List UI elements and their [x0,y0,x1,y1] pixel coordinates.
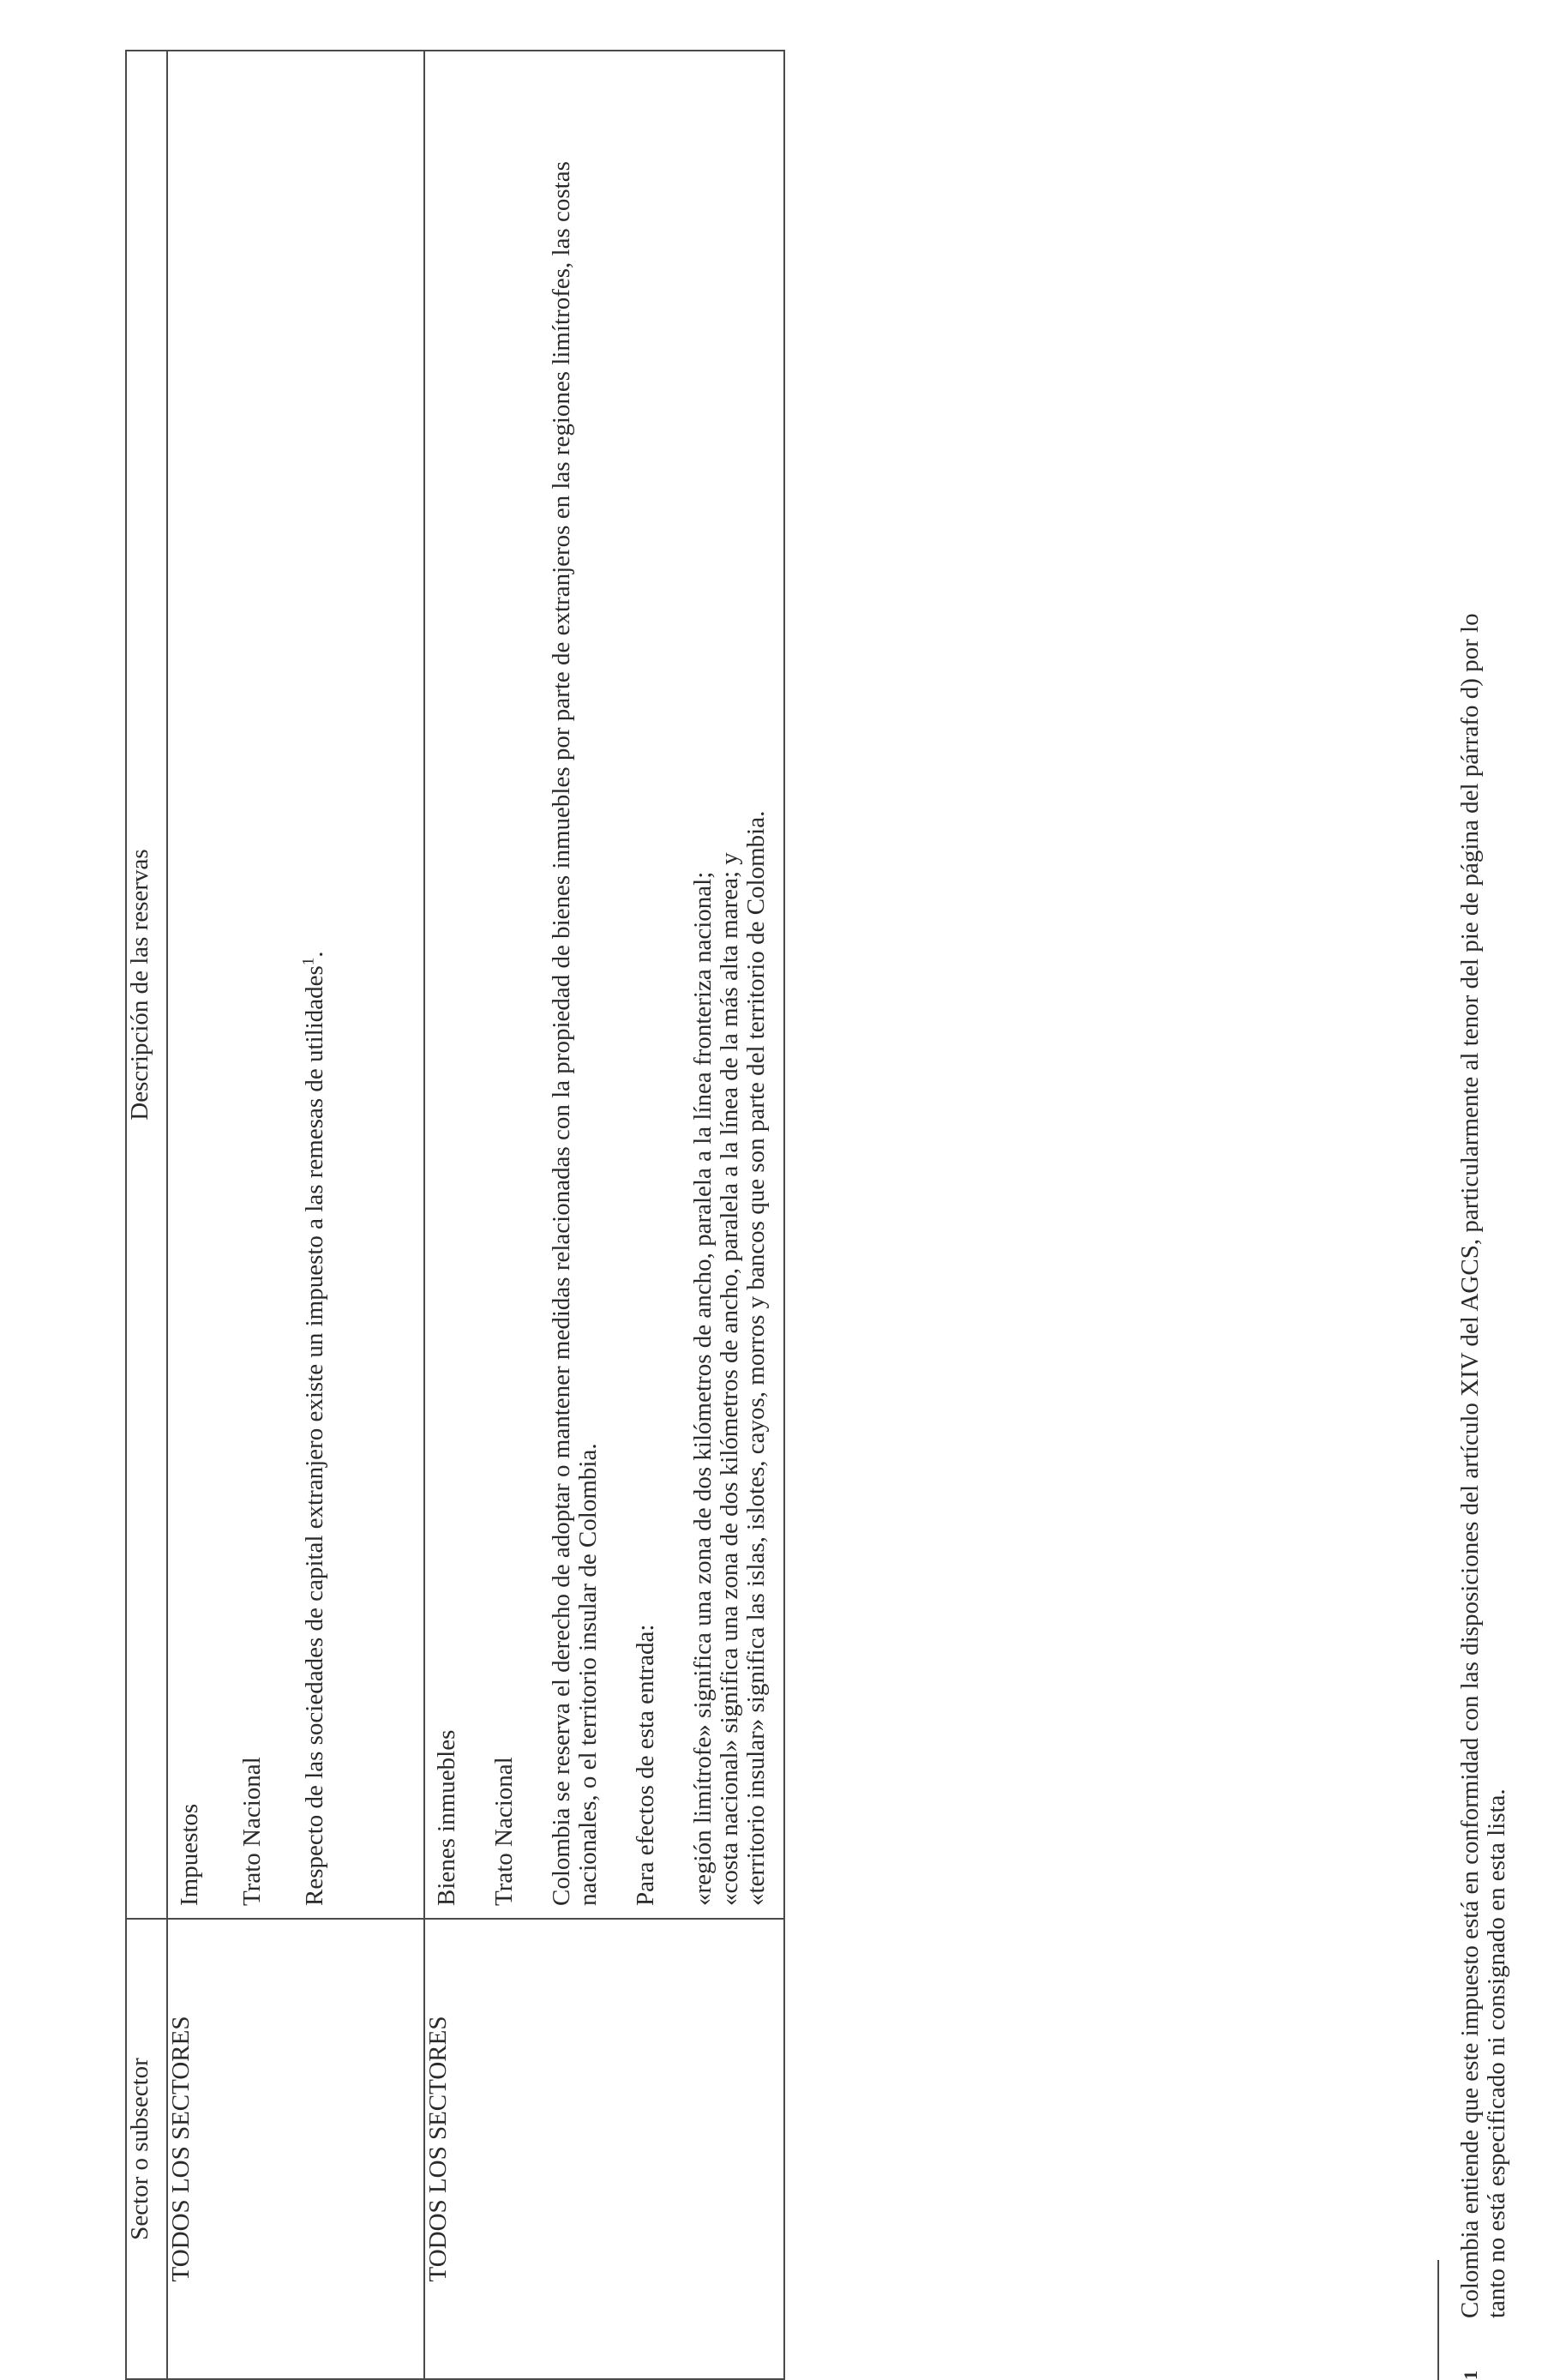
table-row [167,51,424,2379]
definition-territorio-insular: «territorio insular» significa las islas, islotes, cayos, morros y bancos que son parte del territorio de Colombia. [742,810,770,1906]
row-2-sector: TODOS LOS SECTORES [424,1919,784,2379]
row-2-description [424,51,784,1919]
header-sector: Sector o subsector [126,1919,167,2379]
footnote-ref: 1 [299,957,318,966]
row-1-obligation: Trato Nacional [238,1757,266,1906]
row-1-measure: Respecto de las sociedades de capital extranjero existe un impuesto a las remesas de utilidades$^1$. [299,951,328,1906]
row-1-description [167,51,424,1919]
definition-costa-nacional: «costa nacional» significa una zona de dos kilómetros de ancho, paralela a la línea de la más alta marea; y [716,852,743,1906]
reservations-table [125,50,785,2380]
footnote [1457,65,1510,2380]
row-2-definitions-intro: Para efectos de esta entrada: [632,1624,659,1906]
footnote-number: 1 [1460,2371,1481,2380]
table-row [424,51,784,2379]
table-header-row [126,51,167,2379]
definition-region-limitrofe: «región limítrofe» significa una zona de dos kilómetros de ancho, paralela a la línea fronteriza nacional; [689,871,717,1906]
row-1-sector: TODOS LOS SECTORES [167,1919,424,2379]
row-2-subsector: Bienes inmuebles [433,1729,460,1906]
row-1-measure-text: Respecto de las sociedades de capital extranjero existe un impuesto a las remesas de utilidades [301,965,328,1906]
header-description: Descripción de las reservas [126,51,167,1919]
footnote-text [1457,65,1510,2318]
row-2-definitions [690,63,770,1906]
row-2-obligation: Trato Nacional [490,1757,518,1906]
footnote-line-1: Colombia entiende que este impuesto está en conformidad con las disposiciones del artículo XIV del AGCS, particularmente al tenor del pie de página del párrafo d) por lo [1456,613,1484,2318]
footnote-line-2: tanto no está especificado ni consignado en esta lista. [1483,1788,1510,2318]
footnote-separator [1437,2260,1439,2380]
row-1-subsector: Impuestos [176,1803,203,1906]
row-2-measure: Colombia se reserva el derecho de adoptar o mantener medidas relacionadas con la propiedad de bienes inmuebles por parte de extranjeros en las regiones limítrofes, las costas nacionales, o el territorio insular de Colombia. [548,161,602,1906]
